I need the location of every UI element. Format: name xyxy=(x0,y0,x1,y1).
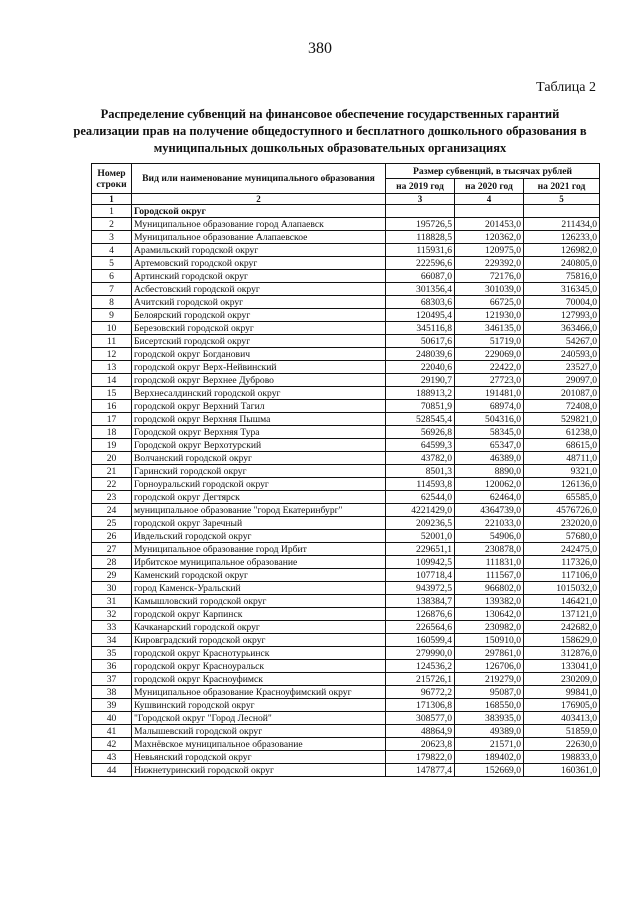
value-2021-cell: 242475,0 xyxy=(524,543,600,556)
table-row xyxy=(92,296,600,309)
table-row xyxy=(92,621,600,634)
table-row xyxy=(92,231,600,244)
row-number-cell: 42 xyxy=(92,738,132,751)
value-2020-cell: 51719,0 xyxy=(455,335,524,348)
row-number-cell: 43 xyxy=(92,751,132,764)
value-2020-cell: 219279,0 xyxy=(455,673,524,686)
value-2021-cell: 363466,0 xyxy=(524,322,600,335)
row-number-cell: 9 xyxy=(92,309,132,322)
table-row xyxy=(92,387,600,400)
row-number-cell: 6 xyxy=(92,270,132,283)
table-row xyxy=(92,374,600,387)
row-number-cell: 7 xyxy=(92,283,132,296)
value-2021-cell: 316345,0 xyxy=(524,283,600,296)
value-2020-cell: 120062,0 xyxy=(455,478,524,491)
table-row xyxy=(92,270,600,283)
value-2019-cell: 8501,3 xyxy=(386,465,455,478)
value-2021-cell: 160361,0 xyxy=(524,764,600,777)
table-row xyxy=(92,647,600,660)
value-2021-cell: 99841,0 xyxy=(524,686,600,699)
value-2019-cell: 115931,6 xyxy=(386,244,455,257)
table-row xyxy=(92,556,600,569)
municipality-name-cell: Невьянский городской округ xyxy=(132,751,386,764)
municipality-name-cell: городской округ Карпинск xyxy=(132,608,386,621)
municipality-name-cell: "Городской округ "Город Лесной" xyxy=(132,712,386,725)
row-number-cell: 11 xyxy=(92,335,132,348)
value-2019-cell: 301356,4 xyxy=(386,283,455,296)
table-row xyxy=(92,322,600,335)
value-2021-cell: 230209,0 xyxy=(524,673,600,686)
value-2021-cell: 68615,0 xyxy=(524,439,600,452)
value-2019-cell: 229651,1 xyxy=(386,543,455,556)
table-row xyxy=(92,673,600,686)
municipality-name-cell: Махнёвское муниципальное образование xyxy=(132,738,386,751)
row-number-cell: 16 xyxy=(92,400,132,413)
municipality-name-cell: Муниципальное образование Красноуфимский округ xyxy=(132,686,386,699)
value-2019-cell: 226564,6 xyxy=(386,621,455,634)
table-row xyxy=(92,517,600,530)
municipality-name-cell: Кировградский городской округ xyxy=(132,634,386,647)
value-2020-cell: 150910,0 xyxy=(455,634,524,647)
value-2019-cell: 345116,8 xyxy=(386,322,455,335)
row-number-cell: 29 xyxy=(92,569,132,582)
value-2020-cell: 168550,0 xyxy=(455,699,524,712)
value-2020-cell: 230878,0 xyxy=(455,543,524,556)
municipality-name-cell: Каменский городской округ xyxy=(132,569,386,582)
table-row xyxy=(92,725,600,738)
value-2019-cell: 279990,0 xyxy=(386,647,455,660)
value-2019-cell: 64599,3 xyxy=(386,439,455,452)
value-2019-cell: 118828,5 xyxy=(386,231,455,244)
value-2020-cell: 21571,0 xyxy=(455,738,524,751)
row-number-cell: 13 xyxy=(92,361,132,374)
row-number-cell: 19 xyxy=(92,439,132,452)
value-2019-cell: 114593,8 xyxy=(386,478,455,491)
table-row xyxy=(92,361,600,374)
table-row xyxy=(92,738,600,751)
value-2020-cell: 301039,0 xyxy=(455,283,524,296)
value-2021-cell: 240805,0 xyxy=(524,257,600,270)
municipality-name-cell: Ивдельский городской округ xyxy=(132,530,386,543)
municipality-name-cell: муниципальное образование "город Екатеринбург" xyxy=(132,504,386,517)
value-2021-cell: 529821,0 xyxy=(524,413,600,426)
value-2019-cell: 215726,1 xyxy=(386,673,455,686)
value-2021-cell: 23527,0 xyxy=(524,361,600,374)
table-row xyxy=(92,543,600,556)
row-number-cell: 3 xyxy=(92,231,132,244)
table-row xyxy=(92,751,600,764)
value-2020-cell: 111567,0 xyxy=(455,569,524,582)
value-2020-cell: 66725,0 xyxy=(455,296,524,309)
value-2019-cell: 147877,4 xyxy=(386,764,455,777)
value-2021-cell xyxy=(524,205,600,218)
value-2020-cell: 49389,0 xyxy=(455,725,524,738)
header-2019: на 2019 год xyxy=(386,179,455,194)
value-2021-cell: 51859,0 xyxy=(524,725,600,738)
value-2019-cell: 138384,7 xyxy=(386,595,455,608)
row-number-cell: 12 xyxy=(92,348,132,361)
value-2019-cell: 195726,5 xyxy=(386,218,455,231)
value-2020-cell: 189402,0 xyxy=(455,751,524,764)
header-2020: на 2020 год xyxy=(455,179,524,194)
table-row xyxy=(92,699,600,712)
value-2019-cell: 4221429,0 xyxy=(386,504,455,517)
column-numbers-row xyxy=(92,194,600,205)
value-2019-cell: 209236,5 xyxy=(386,517,455,530)
row-number-cell: 38 xyxy=(92,686,132,699)
row-number-cell: 40 xyxy=(92,712,132,725)
value-2021-cell: 57680,0 xyxy=(524,530,600,543)
value-2021-cell: 9321,0 xyxy=(524,465,600,478)
table-row xyxy=(92,660,600,673)
value-2020-cell: 191481,0 xyxy=(455,387,524,400)
municipality-name-cell: Муниципальное образование город Алапаевск xyxy=(132,218,386,231)
value-2019-cell: 126876,6 xyxy=(386,608,455,621)
value-2019-cell xyxy=(386,205,455,218)
row-number-cell: 14 xyxy=(92,374,132,387)
table-row xyxy=(92,582,600,595)
value-2019-cell: 107718,4 xyxy=(386,569,455,582)
value-2019-cell: 70851,9 xyxy=(386,400,455,413)
value-2021-cell: 117326,0 xyxy=(524,556,600,569)
value-2019-cell: 96772,2 xyxy=(386,686,455,699)
value-2020-cell: 120362,0 xyxy=(455,231,524,244)
table-row xyxy=(92,764,600,777)
table-row xyxy=(92,426,600,439)
value-2021-cell: 232020,0 xyxy=(524,517,600,530)
value-2019-cell: 179822,0 xyxy=(386,751,455,764)
value-2021-cell: 72408,0 xyxy=(524,400,600,413)
value-2019-cell: 52001,0 xyxy=(386,530,455,543)
value-2020-cell xyxy=(455,205,524,218)
table-row xyxy=(92,465,600,478)
municipality-name-cell: Горноуральский городской округ xyxy=(132,478,386,491)
column-number: 2 xyxy=(132,194,386,205)
row-number-cell: 18 xyxy=(92,426,132,439)
municipality-name-cell: Ирбитское муниципальное образование xyxy=(132,556,386,569)
municipality-name-cell: городской округ Верхний Тагил xyxy=(132,400,386,413)
value-2021-cell: 242682,0 xyxy=(524,621,600,634)
value-2019-cell: 50617,6 xyxy=(386,335,455,348)
row-number-cell: 8 xyxy=(92,296,132,309)
value-2019-cell: 528545,4 xyxy=(386,413,455,426)
municipality-name-cell: Артинский городской округ xyxy=(132,270,386,283)
value-2021-cell: 211434,0 xyxy=(524,218,600,231)
value-2020-cell: 46389,0 xyxy=(455,452,524,465)
row-number-cell: 21 xyxy=(92,465,132,478)
row-number-cell: 24 xyxy=(92,504,132,517)
table-row xyxy=(92,595,600,608)
row-number-cell: 10 xyxy=(92,322,132,335)
value-2019-cell: 68303,6 xyxy=(386,296,455,309)
table-row xyxy=(92,712,600,725)
table-row xyxy=(92,478,600,491)
value-2019-cell: 66087,0 xyxy=(386,270,455,283)
table-row xyxy=(92,634,600,647)
municipality-name-cell: городской округ Верхнее Дуброво xyxy=(132,374,386,387)
value-2019-cell: 109942,5 xyxy=(386,556,455,569)
value-2020-cell: 229392,0 xyxy=(455,257,524,270)
value-2021-cell: 126982,0 xyxy=(524,244,600,257)
row-number-cell: 26 xyxy=(92,530,132,543)
value-2021-cell: 133041,0 xyxy=(524,660,600,673)
page-number: 380 xyxy=(308,40,332,57)
row-number-cell: 31 xyxy=(92,595,132,608)
value-2020-cell: 22422,0 xyxy=(455,361,524,374)
value-2019-cell: 171306,8 xyxy=(386,699,455,712)
table-row xyxy=(92,244,600,257)
table-row xyxy=(92,205,600,218)
value-2019-cell: 48864,9 xyxy=(386,725,455,738)
value-2020-cell: 383935,0 xyxy=(455,712,524,725)
row-number-cell: 34 xyxy=(92,634,132,647)
table-row xyxy=(92,309,600,322)
municipality-name-cell: Верхнесалдинский городской округ xyxy=(132,387,386,400)
value-2019-cell: 22040,6 xyxy=(386,361,455,374)
row-number-cell: 41 xyxy=(92,725,132,738)
value-2020-cell: 8890,0 xyxy=(455,465,524,478)
municipality-name-cell: Камышловский городской округ xyxy=(132,595,386,608)
municipality-name-cell: Качканарский городской округ xyxy=(132,621,386,634)
value-2020-cell: 62464,0 xyxy=(455,491,524,504)
column-number: 3 xyxy=(386,194,455,205)
value-2021-cell: 54267,0 xyxy=(524,335,600,348)
row-number-cell: 1 xyxy=(92,205,132,218)
value-2021-cell: 137121,0 xyxy=(524,608,600,621)
municipality-name-cell: Березовский городской округ xyxy=(132,322,386,335)
row-number-cell: 32 xyxy=(92,608,132,621)
value-2021-cell: 126233,0 xyxy=(524,231,600,244)
value-2021-cell: 198833,0 xyxy=(524,751,600,764)
header-name: Вид или наименование муниципального образования xyxy=(132,164,386,194)
table-row xyxy=(92,569,600,582)
table-row xyxy=(92,218,600,231)
value-2019-cell: 943972,5 xyxy=(386,582,455,595)
municipality-name-cell: Асбестовский городской округ xyxy=(132,283,386,296)
municipality-name-cell: городской округ Красноуральск xyxy=(132,660,386,673)
municipality-name-cell: городской округ Дегтярск xyxy=(132,491,386,504)
municipality-name-cell: городской округ Краснотурьинск xyxy=(132,647,386,660)
value-2020-cell: 58345,0 xyxy=(455,426,524,439)
table-row xyxy=(92,335,600,348)
value-2021-cell: 158629,0 xyxy=(524,634,600,647)
municipality-name-cell: Бисертский городской округ xyxy=(132,335,386,348)
value-2019-cell: 124536,2 xyxy=(386,660,455,673)
table-row xyxy=(92,348,600,361)
value-2021-cell: 126136,0 xyxy=(524,478,600,491)
value-2020-cell: 111831,0 xyxy=(455,556,524,569)
value-2020-cell: 230982,0 xyxy=(455,621,524,634)
municipality-name-cell: Муниципальное образование Алапаевское xyxy=(132,231,386,244)
row-number-cell: 4 xyxy=(92,244,132,257)
table-row xyxy=(92,530,600,543)
column-number: 4 xyxy=(455,194,524,205)
value-2021-cell: 29097,0 xyxy=(524,374,600,387)
row-number-cell: 44 xyxy=(92,764,132,777)
value-2020-cell: 72176,0 xyxy=(455,270,524,283)
value-2020-cell: 130642,0 xyxy=(455,608,524,621)
table-body xyxy=(92,205,600,777)
row-number-cell: 37 xyxy=(92,673,132,686)
table-row xyxy=(92,491,600,504)
row-number-cell: 20 xyxy=(92,452,132,465)
table-label: Таблица 2 xyxy=(536,80,596,95)
row-number-cell: 33 xyxy=(92,621,132,634)
municipality-name-cell: городской округ Верх-Нейвинский xyxy=(132,361,386,374)
municipality-name-cell: Городской округ Верхотурский xyxy=(132,439,386,452)
value-2021-cell: 61238,0 xyxy=(524,426,600,439)
row-number-cell: 30 xyxy=(92,582,132,595)
value-2020-cell: 121930,0 xyxy=(455,309,524,322)
value-2020-cell: 120975,0 xyxy=(455,244,524,257)
value-2021-cell: 117106,0 xyxy=(524,569,600,582)
row-number-cell: 28 xyxy=(92,556,132,569)
value-2019-cell: 222596,6 xyxy=(386,257,455,270)
value-2021-cell: 65585,0 xyxy=(524,491,600,504)
municipality-name-cell: Нижнетуринский городской округ xyxy=(132,764,386,777)
header-2021: на 2021 год xyxy=(524,179,600,194)
column-number: 1 xyxy=(92,194,132,205)
table-row xyxy=(92,686,600,699)
table-row xyxy=(92,257,600,270)
header-row-number: Номер строки xyxy=(92,164,132,194)
table-row xyxy=(92,608,600,621)
table-row xyxy=(92,283,600,296)
value-2021-cell: 4576726,0 xyxy=(524,504,600,517)
table-row xyxy=(92,413,600,426)
row-number-cell: 27 xyxy=(92,543,132,556)
municipality-name-cell: Муниципальное образование город Ирбит xyxy=(132,543,386,556)
table-row xyxy=(92,452,600,465)
value-2021-cell: 75816,0 xyxy=(524,270,600,283)
header-amount: Размер субвенций, в тысячах рублей xyxy=(386,164,600,179)
value-2019-cell: 248039,6 xyxy=(386,348,455,361)
row-number-cell: 23 xyxy=(92,491,132,504)
value-2019-cell: 20623,8 xyxy=(386,738,455,751)
municipality-name-cell: Арамильский городской округ xyxy=(132,244,386,257)
value-2020-cell: 966802,0 xyxy=(455,582,524,595)
value-2020-cell: 297861,0 xyxy=(455,647,524,660)
value-2019-cell: 308577,0 xyxy=(386,712,455,725)
value-2020-cell: 68974,0 xyxy=(455,400,524,413)
table-row xyxy=(92,400,600,413)
municipality-name-cell: городской округ Заречный xyxy=(132,517,386,530)
value-2021-cell: 22630,0 xyxy=(524,738,600,751)
value-2021-cell: 201087,0 xyxy=(524,387,600,400)
value-2020-cell: 152669,0 xyxy=(455,764,524,777)
row-number-cell: 25 xyxy=(92,517,132,530)
municipality-name-cell: Артемовский городской округ xyxy=(132,257,386,270)
value-2019-cell: 62544,0 xyxy=(386,491,455,504)
row-number-cell: 2 xyxy=(92,218,132,231)
value-2019-cell: 120495,4 xyxy=(386,309,455,322)
value-2020-cell: 346135,0 xyxy=(455,322,524,335)
value-2020-cell: 27723,0 xyxy=(455,374,524,387)
table-row xyxy=(92,439,600,452)
value-2019-cell: 43782,0 xyxy=(386,452,455,465)
column-number: 5 xyxy=(524,194,600,205)
municipality-name-cell: городской округ Богданович xyxy=(132,348,386,361)
document-title: Распределение субвенций на финансовое обеспечение государственных гарантий реализации прав на получение общедоступного и бесплатного дошкольного образования в муниципальных дошкольных образовательных организациях xyxy=(73,107,587,155)
value-2020-cell: 229069,0 xyxy=(455,348,524,361)
subvention-table xyxy=(91,163,600,777)
municipality-name-cell: Белоярский городской округ xyxy=(132,309,386,322)
row-number-cell: 17 xyxy=(92,413,132,426)
value-2019-cell: 160599,4 xyxy=(386,634,455,647)
value-2021-cell: 70004,0 xyxy=(524,296,600,309)
value-2020-cell: 4364739,0 xyxy=(455,504,524,517)
table-row xyxy=(92,504,600,517)
value-2020-cell: 95087,0 xyxy=(455,686,524,699)
municipality-name-cell: город Каменск-Уральский xyxy=(132,582,386,595)
value-2021-cell: 146421,0 xyxy=(524,595,600,608)
value-2020-cell: 54906,0 xyxy=(455,530,524,543)
municipality-name-cell: Городской округ xyxy=(132,205,386,218)
value-2021-cell: 1015032,0 xyxy=(524,582,600,595)
municipality-name-cell: Малышевский городской округ xyxy=(132,725,386,738)
value-2020-cell: 504316,0 xyxy=(455,413,524,426)
row-number-cell: 15 xyxy=(92,387,132,400)
municipality-name-cell: Волчанский городской округ xyxy=(132,452,386,465)
value-2021-cell: 403413,0 xyxy=(524,712,600,725)
row-number-cell: 39 xyxy=(92,699,132,712)
value-2020-cell: 65347,0 xyxy=(455,439,524,452)
value-2019-cell: 188913,2 xyxy=(386,387,455,400)
value-2021-cell: 127993,0 xyxy=(524,309,600,322)
value-2020-cell: 221033,0 xyxy=(455,517,524,530)
value-2021-cell: 48711,0 xyxy=(524,452,600,465)
row-number-cell: 35 xyxy=(92,647,132,660)
municipality-name-cell: Гаринский городской округ xyxy=(132,465,386,478)
municipality-name-cell: городской округ Красноуфимск xyxy=(132,673,386,686)
municipality-name-cell: Ачитский городской округ xyxy=(132,296,386,309)
row-number-cell: 36 xyxy=(92,660,132,673)
value-2021-cell: 176905,0 xyxy=(524,699,600,712)
row-number-cell: 5 xyxy=(92,257,132,270)
row-number-cell: 22 xyxy=(92,478,132,491)
value-2020-cell: 126706,0 xyxy=(455,660,524,673)
municipality-name-cell: Кушвинский городской округ xyxy=(132,699,386,712)
value-2019-cell: 29190,7 xyxy=(386,374,455,387)
value-2021-cell: 312876,0 xyxy=(524,647,600,660)
municipality-name-cell: Городской округ Верхняя Тура xyxy=(132,426,386,439)
value-2020-cell: 139382,0 xyxy=(455,595,524,608)
value-2020-cell: 201453,0 xyxy=(455,218,524,231)
municipality-name-cell: городской округ Верхняя Пышма xyxy=(132,413,386,426)
value-2019-cell: 56926,8 xyxy=(386,426,455,439)
value-2021-cell: 240593,0 xyxy=(524,348,600,361)
